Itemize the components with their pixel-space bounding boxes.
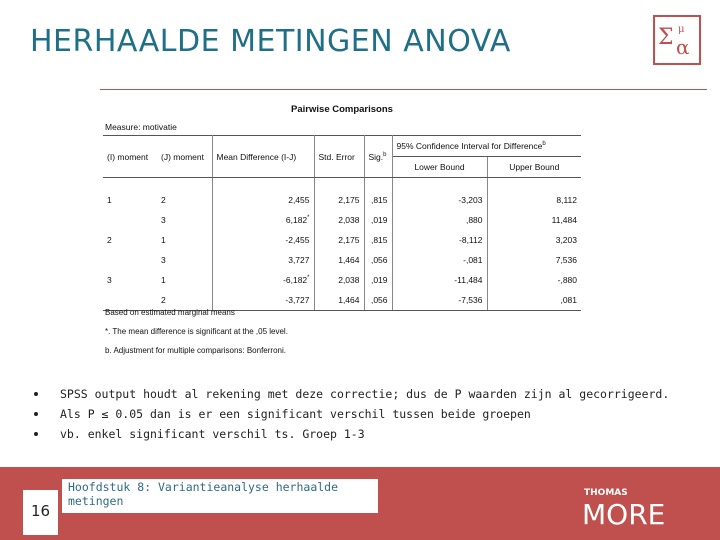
table-row: [103, 270, 581, 290]
svg-text:μ: μ: [678, 24, 685, 35]
table-row: [103, 230, 581, 250]
table-row: [103, 210, 581, 230]
spss-measure-label: Measure: motivatie: [105, 122, 177, 132]
spss-footnotes: [105, 306, 288, 363]
sigma-alpha-logo-icon: [652, 14, 702, 66]
cell-i: [103, 250, 157, 270]
footnote-marginal-means: Based on estimated marginal means: [105, 308, 235, 317]
cell-std-error: 2,175: [314, 178, 364, 211]
cell-std-error: 1,464: [314, 290, 364, 311]
cell-std-error: 1,464: [314, 250, 364, 270]
cell-std-error: 2,038: [314, 210, 364, 230]
cell-mean-difference: 6,182*: [212, 210, 314, 230]
header-j-moment: (J) moment: [157, 136, 212, 178]
bullet-dot-icon: [34, 392, 38, 396]
header-upper-bound: Upper Bound: [487, 157, 581, 178]
cell-lower-bound: -3,203: [392, 178, 487, 211]
cell-j: 3: [157, 210, 212, 230]
cell-mean-difference: -6,182*: [212, 270, 314, 290]
table-row: [103, 250, 581, 270]
table-row: [103, 178, 581, 211]
cell-std-error: 2,038: [314, 270, 364, 290]
page-number: 16: [30, 502, 51, 520]
header-sig: Sig.$^b$: [364, 136, 392, 178]
bullet-text: SPSS output houdt al rekening met deze correctie; dus de P waarden zijn al gecorrigeerd.: [60, 387, 670, 401]
thomas-more-logo-icon: [582, 484, 692, 528]
header-confidence-interval: 95% Confidence Interval for Difference$^b$: [392, 136, 581, 157]
cell-j: 1: [157, 230, 212, 250]
cell-upper-bound: 11,484: [551, 215, 577, 225]
title-divider: [100, 89, 707, 90]
bullet-dot-icon: [34, 432, 38, 436]
cell-j: 2: [157, 290, 212, 311]
footnote-bonferroni: b. Adjustment for multiple comparisons: Bonferroni.: [105, 346, 286, 355]
slide-title: HERHAALDE METINGEN ANOVA: [30, 24, 511, 59]
footnote-significance: *. The mean difference is significant at the ,05 level.: [105, 327, 288, 336]
cell-sig: ,815: [364, 230, 392, 250]
bullet-text: Als P ≤ 0.05 dan is er een significant verschil tussen beide groepen: [60, 407, 531, 421]
cell-std-error: 2,175: [314, 230, 364, 250]
cell-mean-difference: 3,727: [212, 250, 314, 270]
bullet-item: [34, 404, 669, 424]
cell-sig: ,815: [364, 178, 392, 211]
cell-j: 1: [157, 270, 212, 290]
logo-text-more: MORE: [582, 498, 666, 528]
cell-upper-bound: -,880: [557, 275, 577, 285]
bullet-dot-icon: [34, 412, 38, 416]
cell-sig: ,019: [364, 210, 392, 230]
bullet-text: vb. enkel significant verschil ts. Groep 1-3: [60, 427, 365, 441]
cell-lower-bound: -8,112: [392, 230, 487, 250]
cell-sig: ,019: [364, 270, 392, 290]
cell-upper-bound: 8,112: [556, 195, 577, 205]
cell-lower-bound: -7,536: [392, 290, 487, 311]
cell-mean-difference: 2,455: [212, 178, 314, 211]
logo-text-thomas: THOMAS: [584, 488, 628, 498]
cell-mean-difference: -3,727: [212, 290, 314, 311]
cell-i: [103, 210, 157, 230]
pairwise-comparisons-table: [103, 135, 581, 311]
header-std-error: Std. Error: [314, 136, 364, 178]
cell-i: 1: [107, 195, 112, 205]
bullet-item: [34, 424, 669, 444]
cell-upper-bound: 3,203: [555, 235, 577, 245]
cell-j: 2: [157, 178, 212, 211]
spss-table-title: Pairwise Comparisons: [291, 104, 393, 115]
header-lower-bound: Lower Bound: [392, 157, 487, 178]
cell-lower-bound: -11,484: [392, 270, 487, 290]
footer-chapter-text: Hoofdstuk 8: Variantieanalyse herhaalde metingen: [68, 480, 339, 508]
svg-text:Σ: Σ: [658, 25, 674, 50]
cell-lower-bound: -,081: [392, 250, 487, 270]
cell-sig: ,056: [364, 290, 392, 311]
bullet-list: [34, 384, 669, 444]
cell-lower-bound: ,880: [392, 210, 487, 230]
cell-j: 3: [157, 250, 212, 270]
bullet-item: [34, 384, 669, 404]
cell-sig: ,056: [364, 250, 392, 270]
cell-upper-bound: ,081: [487, 290, 581, 311]
header-i-moment: (I) moment: [103, 136, 157, 178]
cell-upper-bound: 7,536: [555, 255, 577, 265]
cell-mean-difference: -2,455: [212, 230, 314, 250]
cell-i: 2: [107, 235, 112, 245]
header-mean-difference: Mean Difference (I-J): [212, 136, 314, 178]
cell-i: 3: [107, 275, 112, 285]
svg-text:α: α: [676, 35, 690, 59]
spss-output: [103, 100, 581, 360]
